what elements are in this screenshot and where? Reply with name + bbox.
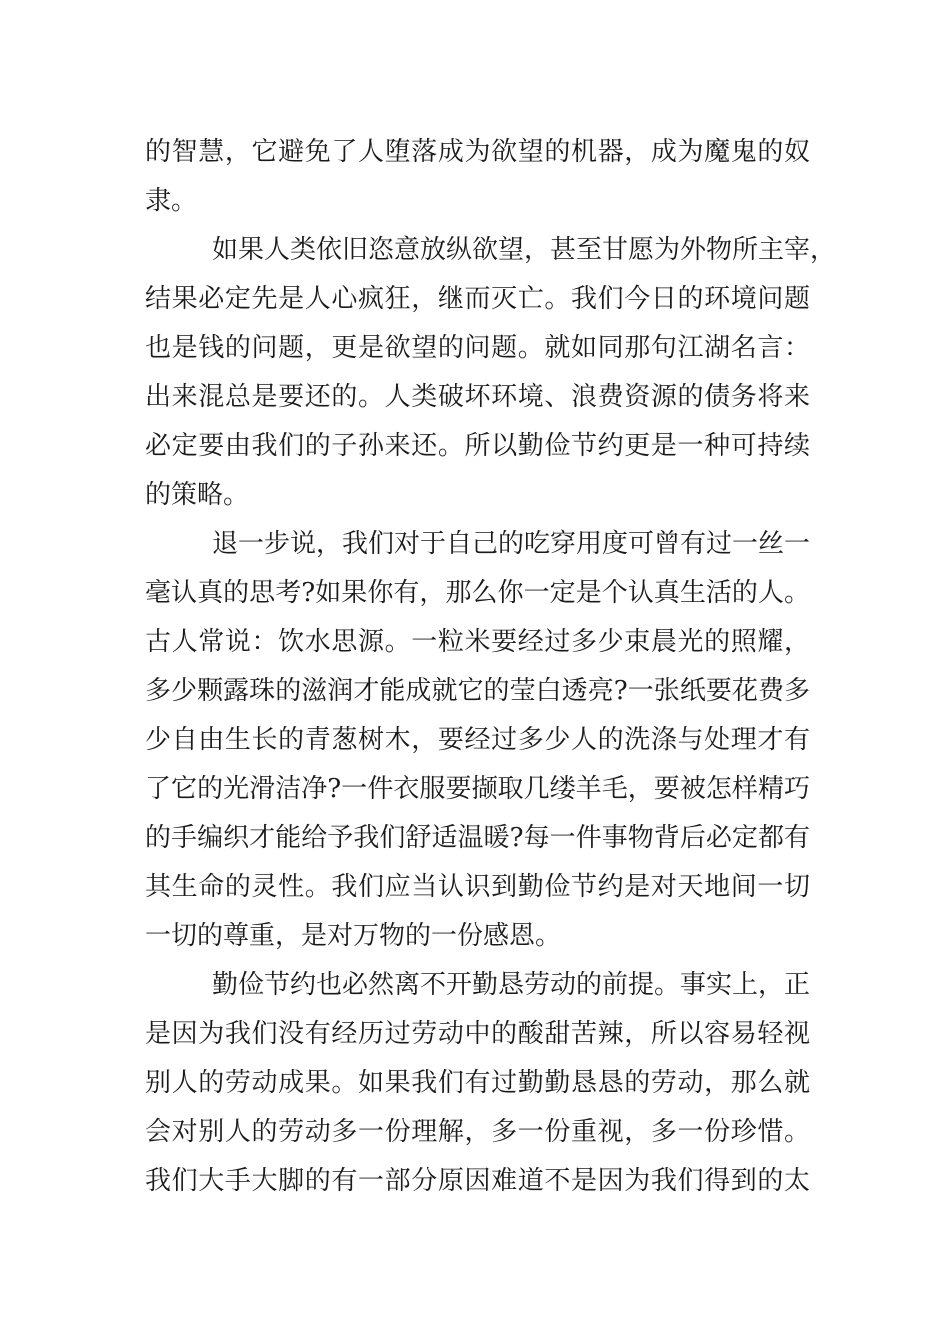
text-line: 如果人类依旧恣意放纵欲望，甚至甘愿为外物所主宰， (212, 235, 837, 265)
text-line: 是因为我们没有经历过劳动中的酸甜苦辣，所以容易轻视 (145, 1019, 810, 1049)
text-line: 会对别人的劳动多一份理解，多一份重视，多一份珍惜。 (145, 1117, 810, 1147)
text-line: 多少颗露珠的滋润才能成就它的莹白透亮?一张纸要花费多 (145, 676, 810, 706)
paragraph (145, 128, 810, 226)
paragraph (145, 961, 810, 1206)
text-line: 了它的光滑洁净?一件衣服要撷取几缕羊毛，要被怎样精巧 (145, 774, 810, 804)
text-line: 退一步说，我们对于自己的吃穿用度可曾有过一丝一 (212, 529, 811, 559)
text-line: 必定要由我们的子孙来还。所以勤俭节约更是一种可持续 (145, 431, 810, 461)
text-line: 毫认真的思考?如果你有，那么你一定是个认真生活的人。 (145, 578, 810, 608)
text-line: 古人常说：饮水思源。一粒米要经过多少束晨光的照耀， (145, 627, 810, 657)
text-line: 的智慧，它避免了人堕落成为欲望的机器，成为魔鬼的奴 (145, 137, 810, 167)
text-line: 少自由生长的青葱树木，要经过多少人的洗涤与处理才有 (145, 725, 810, 755)
text-line: 隶。 (145, 186, 198, 216)
document-body (145, 128, 837, 1206)
text-line: 我们大手大脚的有一部分原因难道不是因为我们得到的太 (145, 1166, 810, 1196)
text-line: 勤俭节约也必然离不开勤恳劳动的前提。事实上，正 (212, 970, 811, 1000)
text-line: 出来混总是要还的。人类破坏环境、浪费资源的债务将来 (145, 382, 810, 412)
paragraph (145, 226, 837, 520)
text-line: 结果必定先是人心疯狂，继而灭亡。我们今日的环境问题 (145, 284, 810, 314)
text-line: 一切的尊重，是对万物的一份感恩。 (145, 921, 562, 951)
text-line: 的手编织才能给予我们舒适温暖?每一件事物背后必定都有 (145, 823, 810, 853)
text-line: 的策略。 (145, 480, 250, 510)
text-line: 别人的劳动成果。如果我们有过勤勤恳恳的劳动，那么就 (145, 1068, 810, 1098)
text-line: 其生命的灵性。我们应当认识到勤俭节约是对天地间一切 (145, 872, 810, 902)
paragraph (145, 520, 810, 961)
text-line: 也是钱的问题，更是欲望的问题。就如同那句江湖名言： (145, 333, 810, 363)
